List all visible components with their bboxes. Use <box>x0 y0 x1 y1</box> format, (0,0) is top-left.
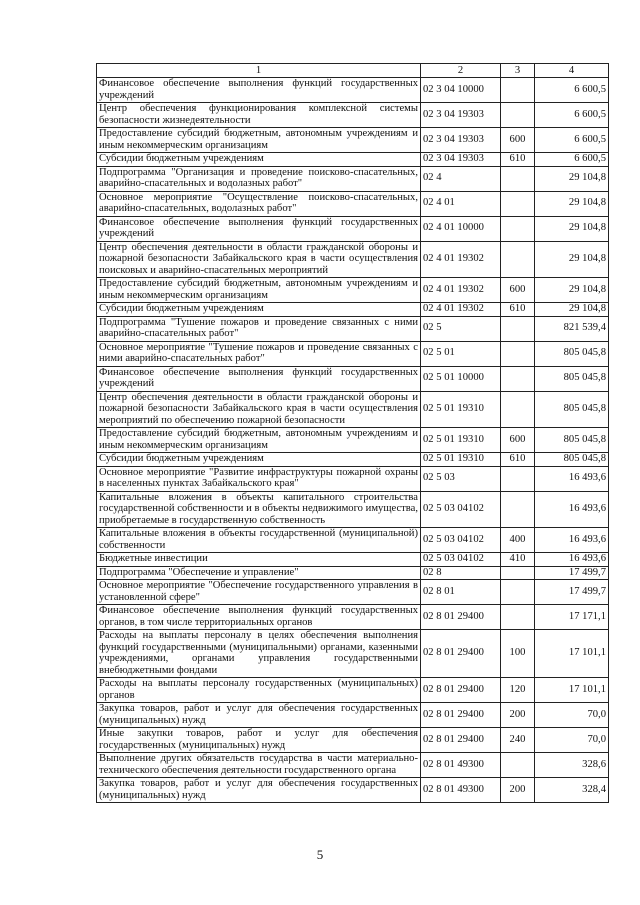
row-code-cell: 02 8 01 29400 <box>421 630 501 678</box>
row-name-cell: Финансовое обеспечение выполнения функций государственных органов, в том числе территориальных органов <box>97 605 421 630</box>
row-code-cell: 02 5 01 19310 <box>421 453 501 467</box>
table-row <box>97 341 609 366</box>
row-code-cell: 02 8 01 49300 <box>421 778 501 803</box>
budget-table <box>96 63 609 803</box>
row-code-cell: 02 5 03 <box>421 466 501 491</box>
row-name-cell: Предоставление субсидий бюджетным, автономным учреждениям и иным некоммерческим организациям <box>97 128 421 153</box>
table-row <box>97 153 609 167</box>
table-row <box>97 391 609 428</box>
row-sum-cell: 29 104,8 <box>535 303 609 317</box>
row-sum-cell: 805 045,8 <box>535 366 609 391</box>
table-row <box>97 303 609 317</box>
row-name-cell: Расходы на выплаты персоналу в целях обеспечения выполнения функций государственными (муниципальными) органами, казенными учреждениями, органами управления государственными внебюджетными фондами <box>97 630 421 678</box>
row-sum-cell: 17 499,7 <box>535 566 609 580</box>
table-row <box>97 678 609 703</box>
row-expense-type-cell <box>501 466 535 491</box>
row-sum-cell: 17 101,1 <box>535 630 609 678</box>
row-code-cell: 02 4 01 19302 <box>421 278 501 303</box>
row-name-cell: Центр обеспечения деятельности в области гражданской обороны и пожарной безопасности Забайкальского края в части осуществления мероприятий по обеспечению пожарной безопасности <box>97 391 421 428</box>
row-sum-cell: 821 539,4 <box>535 316 609 341</box>
table-row <box>97 566 609 580</box>
row-sum-cell: 16 493,6 <box>535 553 609 567</box>
row-expense-type-cell <box>501 316 535 341</box>
row-expense-type-cell: 610 <box>501 453 535 467</box>
row-name-cell: Субсидии бюджетным учреждениям <box>97 153 421 167</box>
row-expense-type-cell: 610 <box>501 303 535 317</box>
row-sum-cell: 805 045,8 <box>535 453 609 467</box>
row-expense-type-cell: 200 <box>501 778 535 803</box>
row-sum-cell: 29 104,8 <box>535 191 609 216</box>
row-expense-type-cell <box>501 103 535 128</box>
row-expense-type-cell <box>501 580 535 605</box>
table-row <box>97 78 609 103</box>
row-expense-type-cell <box>501 191 535 216</box>
row-code-cell: 02 5 01 19310 <box>421 391 501 428</box>
row-expense-type-cell <box>501 366 535 391</box>
row-expense-type-cell: 200 <box>501 703 535 728</box>
row-expense-type-cell: 610 <box>501 153 535 167</box>
table-row <box>97 491 609 528</box>
row-expense-type-cell: 120 <box>501 678 535 703</box>
row-sum-cell: 6 600,5 <box>535 103 609 128</box>
row-sum-cell: 29 104,8 <box>535 241 609 278</box>
table-row <box>97 528 609 553</box>
row-name-cell: Капитальные вложения в объекты капитального строительства государственной собственности и в объекты недвижимого имущества, приобретаемые в государственную собственность <box>97 491 421 528</box>
table-row <box>97 778 609 803</box>
table-body <box>97 78 609 803</box>
row-sum-cell: 29 104,8 <box>535 278 609 303</box>
row-name-cell: Подпрограмма "Обеспечение и управление" <box>97 566 421 580</box>
header-col-1: 1 <box>97 64 421 78</box>
table-row <box>97 366 609 391</box>
row-name-cell: Иные закупки товаров, работ и услуг для обеспечения государственных (муниципальных) нужд <box>97 728 421 753</box>
row-name-cell: Центр обеспечения функционирования комплексной системы безопасности жизнедеятельности <box>97 103 421 128</box>
row-code-cell: 02 8 01 49300 <box>421 753 501 778</box>
table-row <box>97 753 609 778</box>
row-expense-type-cell <box>501 391 535 428</box>
row-expense-type-cell <box>501 241 535 278</box>
row-sum-cell: 6 600,5 <box>535 128 609 153</box>
page-number: 5 <box>316 847 324 862</box>
row-name-cell: Финансовое обеспечение выполнения функций государственных учреждений <box>97 366 421 391</box>
row-code-cell: 02 4 01 10000 <box>421 216 501 241</box>
row-expense-type-cell: 240 <box>501 728 535 753</box>
table-row <box>97 428 609 453</box>
row-name-cell: Финансовое обеспечение выполнения функций государственных учреждений <box>97 78 421 103</box>
table-row <box>97 466 609 491</box>
table-row <box>97 278 609 303</box>
header-col-3: 3 <box>501 64 535 78</box>
row-expense-type-cell <box>501 78 535 103</box>
row-expense-type-cell: 600 <box>501 128 535 153</box>
row-name-cell: Основное мероприятие "Тушение пожаров и проведение связанных с ними аварийно-спасательных работ" <box>97 341 421 366</box>
table-row <box>97 453 609 467</box>
table-row <box>97 580 609 605</box>
row-code-cell: 02 5 01 <box>421 341 501 366</box>
row-sum-cell: 328,4 <box>535 778 609 803</box>
row-sum-cell: 16 493,6 <box>535 528 609 553</box>
row-sum-cell: 805 045,8 <box>535 428 609 453</box>
row-sum-cell: 29 104,8 <box>535 216 609 241</box>
table-row <box>97 103 609 128</box>
row-expense-type-cell: 400 <box>501 528 535 553</box>
table-row <box>97 191 609 216</box>
row-code-cell: 02 4 01 <box>421 191 501 216</box>
row-name-cell: Субсидии бюджетным учреждениям <box>97 303 421 317</box>
row-code-cell: 02 5 01 10000 <box>421 366 501 391</box>
row-code-cell: 02 8 01 29400 <box>421 728 501 753</box>
table-row <box>97 216 609 241</box>
row-name-cell: Центр обеспечения деятельности в области гражданской обороны и пожарной безопасности Забайкальского края в части осуществления поисковых и аварийно-спасательных мероприятий <box>97 241 421 278</box>
row-code-cell: 02 5 03 04102 <box>421 528 501 553</box>
row-code-cell: 02 4 01 19302 <box>421 303 501 317</box>
row-expense-type-cell: 600 <box>501 278 535 303</box>
row-code-cell: 02 4 <box>421 166 501 191</box>
row-code-cell: 02 5 03 04102 <box>421 553 501 567</box>
table-row <box>97 630 609 678</box>
row-name-cell: Предоставление субсидий бюджетным, автономным учреждениям и иным некоммерческим организациям <box>97 278 421 303</box>
row-name-cell: Основное мероприятие "Обеспечение государственного управления в установленной сфере" <box>97 580 421 605</box>
table-row <box>97 128 609 153</box>
row-sum-cell: 6 600,5 <box>535 78 609 103</box>
header-col-2: 2 <box>421 64 501 78</box>
row-name-cell: Основное мероприятие "Осуществление поисково-спасательных, аварийно-спасательных, водолазных работ" <box>97 191 421 216</box>
row-sum-cell: 70,0 <box>535 728 609 753</box>
row-code-cell: 02 3 04 19303 <box>421 103 501 128</box>
row-name-cell: Субсидии бюджетным учреждениям <box>97 453 421 467</box>
table-row <box>97 728 609 753</box>
row-sum-cell: 17 101,1 <box>535 678 609 703</box>
row-sum-cell: 16 493,6 <box>535 466 609 491</box>
row-name-cell: Выполнение других обязательств государства в части материально-технического обеспечения деятельности государственного органа <box>97 753 421 778</box>
row-name-cell: Предоставление субсидий бюджетным, автономным учреждениям и иным некоммерческим организациям <box>97 428 421 453</box>
row-code-cell: 02 8 01 29400 <box>421 678 501 703</box>
table-row <box>97 703 609 728</box>
row-name-cell: Основное мероприятие "Развитие инфраструктуры пожарной охраны в населенных пунктах Забайкальского края" <box>97 466 421 491</box>
row-name-cell: Капитальные вложения в объекты государственной (муниципальной) собственности <box>97 528 421 553</box>
row-code-cell: 02 4 01 19302 <box>421 241 501 278</box>
row-code-cell: 02 5 01 19310 <box>421 428 501 453</box>
table-row <box>97 316 609 341</box>
row-code-cell: 02 5 03 04102 <box>421 491 501 528</box>
row-expense-type-cell: 600 <box>501 428 535 453</box>
row-name-cell: Подпрограмма "Тушение пожаров и проведение связанных с ними аварийно-спасательных работ" <box>97 316 421 341</box>
row-expense-type-cell <box>501 753 535 778</box>
row-expense-type-cell <box>501 341 535 366</box>
row-code-cell: 02 5 <box>421 316 501 341</box>
row-expense-type-cell <box>501 216 535 241</box>
row-code-cell: 02 8 01 <box>421 580 501 605</box>
row-sum-cell: 805 045,8 <box>535 391 609 428</box>
row-sum-cell: 328,6 <box>535 753 609 778</box>
row-expense-type-cell: 410 <box>501 553 535 567</box>
row-sum-cell: 29 104,8 <box>535 166 609 191</box>
row-expense-type-cell <box>501 566 535 580</box>
row-name-cell: Финансовое обеспечение выполнения функций государственных учреждений <box>97 216 421 241</box>
row-expense-type-cell <box>501 166 535 191</box>
row-sum-cell: 17 499,7 <box>535 580 609 605</box>
table-row <box>97 241 609 278</box>
row-sum-cell: 70,0 <box>535 703 609 728</box>
row-name-cell: Закупка товаров, работ и услуг для обеспечения государственных (муниципальных) нужд <box>97 703 421 728</box>
row-name-cell: Расходы на выплаты персоналу государственных (муниципальных) органов <box>97 678 421 703</box>
row-expense-type-cell <box>501 605 535 630</box>
header-col-4: 4 <box>535 64 609 78</box>
row-code-cell: 02 8 01 29400 <box>421 605 501 630</box>
row-name-cell: Подпрограмма "Организация и проведение поисково-спасательных, аварийно-спасательных и водолазных работ" <box>97 166 421 191</box>
row-expense-type-cell: 100 <box>501 630 535 678</box>
row-sum-cell: 16 493,6 <box>535 491 609 528</box>
row-code-cell: 02 8 01 29400 <box>421 703 501 728</box>
row-code-cell: 02 3 04 19303 <box>421 128 501 153</box>
row-code-cell: 02 3 04 19303 <box>421 153 501 167</box>
row-name-cell: Бюджетные инвестиции <box>97 553 421 567</box>
row-expense-type-cell <box>501 491 535 528</box>
table-row <box>97 166 609 191</box>
row-code-cell: 02 3 04 10000 <box>421 78 501 103</box>
row-sum-cell: 805 045,8 <box>535 341 609 366</box>
table-row <box>97 605 609 630</box>
row-sum-cell: 17 171,1 <box>535 605 609 630</box>
row-code-cell: 02 8 <box>421 566 501 580</box>
row-name-cell: Закупка товаров, работ и услуг для обеспечения государственных (муниципальных) нужд <box>97 778 421 803</box>
table-row <box>97 553 609 567</box>
row-sum-cell: 6 600,5 <box>535 153 609 167</box>
table-header-row <box>97 64 609 78</box>
